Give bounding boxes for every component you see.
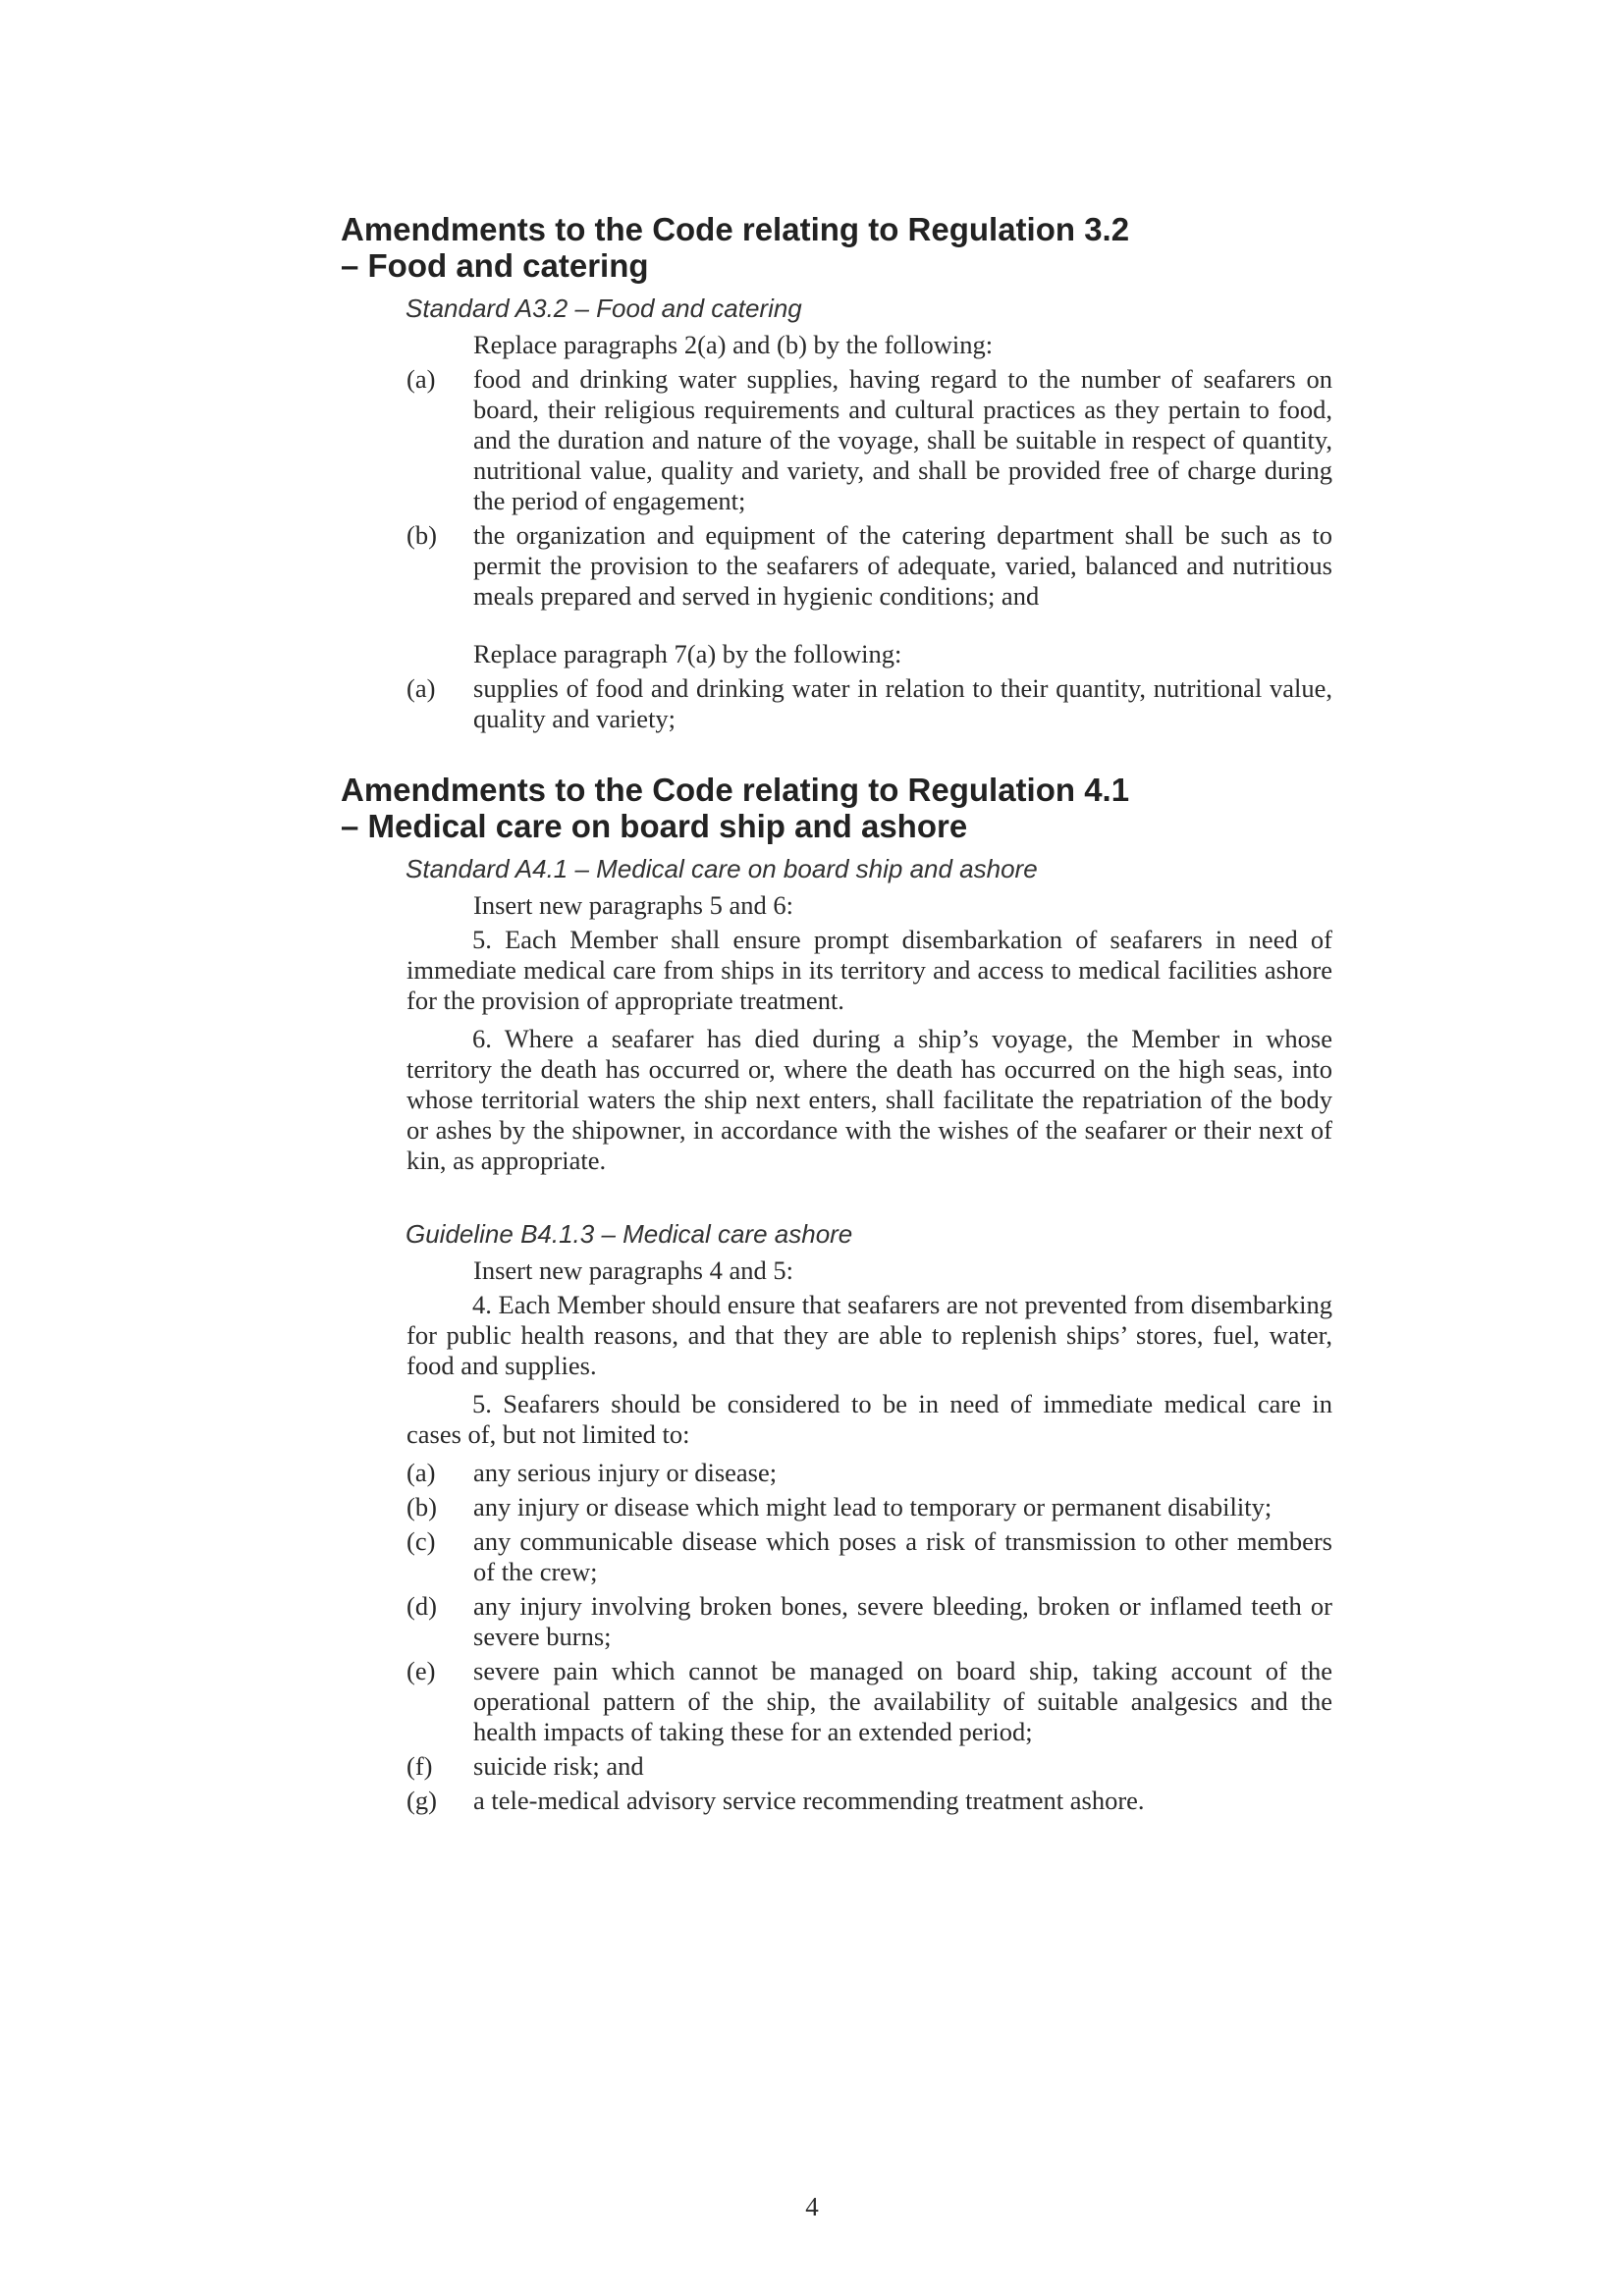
list-item	[341, 673, 1332, 734]
item-text: a tele-medical advisory service recommending treatment ashore.	[473, 1786, 1145, 1815]
item-label: (d)	[406, 1591, 437, 1621]
page-number: 4	[805, 2192, 819, 2221]
section-heading-regulation-4-1	[341, 772, 1332, 844]
item-label: (b)	[406, 520, 437, 550]
item-label: (f)	[406, 1751, 433, 1781]
list-item	[341, 1786, 1332, 1816]
item-text: any communicable disease which poses a risk of transmission to other members of the crew;	[473, 1526, 1332, 1586]
item-text: suicide risk; and	[473, 1751, 644, 1781]
item-label: (e)	[406, 1656, 436, 1685]
standard-a3-2-title: Standard A3.2 – Food and catering	[406, 294, 802, 323]
heading-line: Amendments to the Code relating to Regulation 3.2	[341, 211, 1130, 247]
standard-a4-1-title: Standard A4.1 – Medical care on board ship and ashore	[406, 854, 1038, 883]
item-label: (g)	[406, 1786, 437, 1815]
item-label: (c)	[406, 1526, 436, 1556]
list-item	[341, 1751, 1332, 1782]
section-heading-regulation-3-2	[341, 211, 1332, 284]
item-text: the organization and equipment of the catering department shall be such as to permit the provision to the seafarers of adequate, varied, balanced and nutritious meals prepared and served in hygienic conditions; and	[473, 520, 1332, 611]
instruction: Replace paragraph 7(a) by the following:	[473, 639, 902, 668]
instruction: Replace paragraphs 2(a) and (b) by the following:	[473, 330, 994, 359]
heading-line: – Medical care on board ship and ashore	[341, 808, 968, 844]
item-text: any injury involving broken bones, severe bleeding, broken or inflamed teeth or severe burns;	[473, 1591, 1332, 1651]
list-item	[341, 364, 1332, 516]
heading-line: Amendments to the Code relating to Regulation 4.1	[341, 772, 1130, 808]
item-text: severe pain which cannot be managed on board ship, taking account of the operational pattern of the ship, the availability of suitable analgesics and the health impacts of taking these for an extended period;	[473, 1656, 1332, 1746]
instruction: Insert new paragraphs 4 and 5:	[473, 1255, 793, 1285]
paragraph: 5. Each Member shall ensure prompt disembarkation of seafarers in need of immediate medical care from ships in its territory and access to medical facilities ashore for the provision of appropriate treatment.	[406, 925, 1332, 1015]
paragraph: 4. Each Member should ensure that seafarers are not prevented from disembarking for public health reasons, and that they are able to replenish ships’ stores, fuel, water, food and supplies.	[406, 1290, 1332, 1380]
item-label: (b)	[406, 1492, 437, 1522]
list-item	[341, 1458, 1332, 1488]
item-label: (a)	[406, 364, 436, 394]
list-item	[341, 1492, 1332, 1522]
item-text: supplies of food and drinking water in relation to their quantity, nutritional value, quality and variety;	[473, 673, 1332, 733]
heading-line: – Food and catering	[341, 247, 649, 284]
page-content	[341, 211, 1332, 1820]
item-text: any injury or disease which might lead to temporary or permanent disability;	[473, 1492, 1272, 1522]
guideline-b4-1-3-title: Guideline B4.1.3 – Medical care ashore	[406, 1219, 853, 1249]
list-item	[341, 1591, 1332, 1652]
item-label: (a)	[406, 673, 436, 703]
list-item	[341, 520, 1332, 612]
list-item	[341, 1656, 1332, 1747]
list-item	[341, 1526, 1332, 1587]
paragraph: 6. Where a seafarer has died during a ship’s voyage, the Member in whose territory the death has occurred or, where the death has occurred on the high seas, into whose territorial waters the ship next enters, shall facilitate the repatriation of the body or ashes by the shipowner, in accordance with the wishes of the seafarer or their next of kin, as appropriate.	[406, 1024, 1332, 1175]
item-label: (a)	[406, 1458, 436, 1487]
item-text: food and drinking water supplies, having regard to the number of seafarers on board, their religious requirements and cultural practices as they pertain to food, and the duration and nature of the voyage, shall be suitable in respect of quantity, nutritional value, quality and variety, and shall be provided free of charge during the period of engagement;	[473, 364, 1332, 515]
instruction: Insert new paragraphs 5 and 6:	[473, 890, 793, 920]
paragraph: 5. Seafarers should be considered to be in need of immediate medical care in cases of, but not limited to:	[406, 1389, 1332, 1449]
item-text: any serious injury or disease;	[473, 1458, 778, 1487]
